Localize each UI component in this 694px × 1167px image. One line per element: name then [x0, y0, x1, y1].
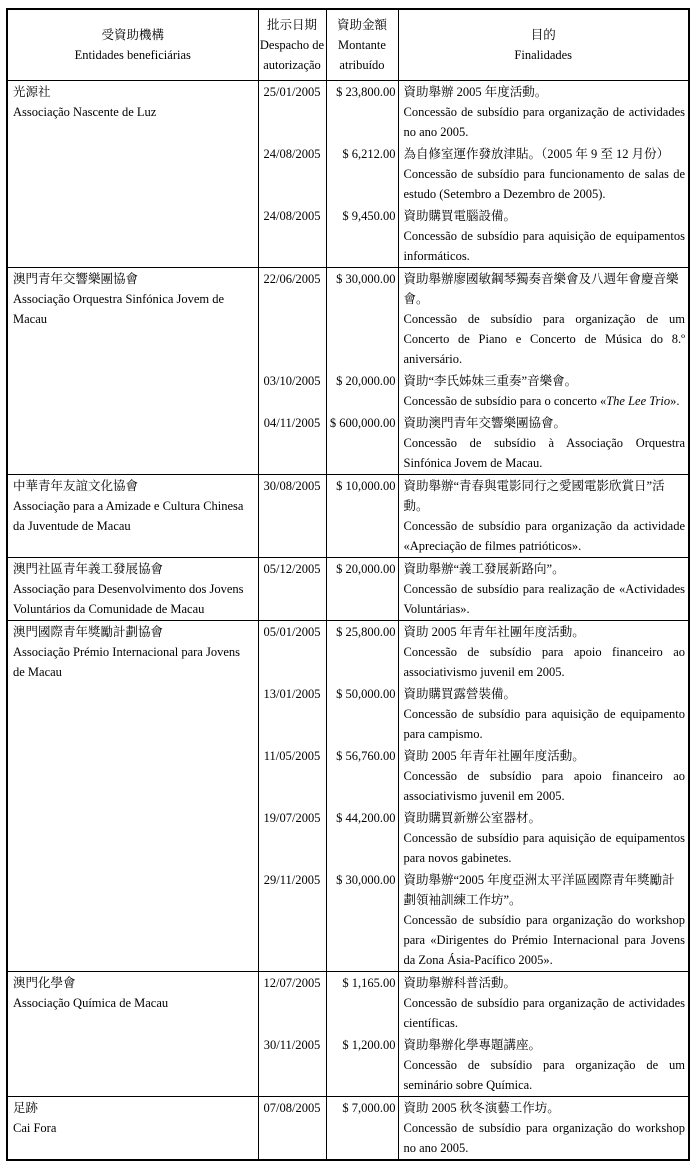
grant-row: [7, 558, 689, 621]
text-segment: Concessão de subsídio para o concerto «: [403, 394, 607, 408]
text-segment: Concessão de subsídio para organização de actividades no ano 2005.: [403, 105, 685, 139]
header-entities-pt: Entidades beneficiárias: [74, 48, 191, 62]
purpose-line-zh: [404, 746, 686, 766]
authorization-date: 22/06/2005: [258, 268, 326, 371]
purpose-line-zh: [404, 808, 686, 828]
purpose-line-zh: [404, 622, 686, 642]
purpose-line-zh: [404, 269, 686, 309]
purpose-line-pt: [404, 516, 686, 556]
purpose-cell: [398, 683, 689, 745]
amount-attributed: $ 20,000.00: [326, 370, 398, 412]
authorization-date: 05/01/2005: [258, 621, 326, 684]
entity-name-pt: Associação para Desenvolvimento dos Jovens Voluntários da Comunidade de Macau: [13, 582, 244, 616]
purpose-line-pt: [404, 1055, 686, 1095]
authorization-date: 25/01/2005: [258, 81, 326, 144]
amount-attributed: $ 20,000.00: [326, 558, 398, 621]
authorization-date: 24/08/2005: [258, 143, 326, 205]
table-header: [7, 9, 689, 81]
purpose-line-pt: [404, 226, 686, 266]
purpose-cell: [398, 475, 689, 558]
authorization-date: 30/08/2005: [258, 475, 326, 558]
grant-row: [7, 268, 689, 371]
purpose-cell: [398, 370, 689, 412]
text-segment: Concessão de subsídio para funcionamento de salas de estudo (Setembro a Dezembro de 2005).: [403, 167, 685, 201]
entity-cell: [7, 1097, 258, 1161]
text-segment: Concessão de subsídio à Associação Orquestra Sinfónica Jovem de Macau.: [403, 436, 685, 470]
purpose-line-pt: [404, 704, 686, 744]
header-purpose-pt: Finalidades: [514, 48, 573, 62]
text-segment: 資助舉辦 2005 年度活動。: [403, 85, 548, 99]
amount-attributed: $ 25,800.00: [326, 621, 398, 684]
entity-cell: [7, 268, 258, 475]
entity-name-pt: Associação para a Amizade e Cultura Chinesa da Juventude de Macau: [13, 499, 244, 533]
purpose-line-pt: [404, 433, 686, 473]
purpose-cell: [398, 412, 689, 475]
purpose-cell: [398, 621, 689, 684]
entity-name-zh: 澳門國際青年獎勵計劃協會: [13, 625, 164, 639]
amount-attributed: $ 50,000.00: [326, 683, 398, 745]
purpose-line-zh: [404, 973, 686, 993]
authorization-date: 24/08/2005: [258, 205, 326, 268]
purpose-cell: [398, 558, 689, 621]
entity-cell: [7, 972, 258, 1097]
amount-attributed: $ 600,000.00: [326, 412, 398, 475]
purpose-cell: [398, 869, 689, 972]
text-segment: Concessão de subsídio para organização da actividade «Apreciação de filmes patrióticos».: [403, 519, 685, 553]
text-segment: 資助 2005 年青年社團年度活動。: [403, 749, 585, 763]
authorization-date: 05/12/2005: [258, 558, 326, 621]
purpose-cell: [398, 205, 689, 268]
amount-attributed: $ 10,000.00: [326, 475, 398, 558]
purpose-line-pt: [404, 766, 686, 806]
header-amount-pt-1: Montante: [338, 38, 386, 52]
entity-cell: [7, 621, 258, 972]
purpose-line-zh: [404, 870, 686, 910]
text-segment: 資助購買露營裝備。: [403, 687, 517, 701]
purpose-line-pt: [404, 642, 686, 682]
purpose-line-pt: [404, 828, 686, 868]
purpose-cell: [398, 1034, 689, 1097]
purpose-cell: [398, 143, 689, 205]
purpose-line-zh: [404, 684, 686, 704]
purpose-line-zh: [404, 144, 686, 164]
text-segment: Concessão de subsídio para organização de actividades científicas.: [403, 996, 685, 1030]
purpose-cell: [398, 268, 689, 371]
amount-attributed: $ 30,000.00: [326, 869, 398, 972]
entity-name-pt: Associação Nascente de Luz: [13, 105, 157, 119]
text-segment: 資助 2005 秋冬演藝工作坊。: [403, 1101, 560, 1115]
text-segment: ».: [670, 394, 680, 408]
purpose-cell: [398, 807, 689, 869]
text-segment: 資助舉辦“義工發展新路向”。: [403, 562, 565, 576]
subsidy-table: [6, 8, 690, 1161]
entity-name-zh: 澳門青年交響樂團協會: [13, 272, 139, 286]
purpose-line-zh: [404, 206, 686, 226]
header-date-zh: 批示日期: [266, 18, 317, 32]
header-row: [7, 9, 689, 81]
amount-attributed: $ 1,200.00: [326, 1034, 398, 1097]
text-segment: Concessão de subsídio para aquisição de equipamentos para novos gabinetes.: [403, 831, 685, 865]
italic-text: The Lee Trio: [606, 394, 671, 408]
entity-name-pt: Associação Química de Macau: [13, 996, 169, 1010]
text-segment: 資助購買新辦公室器材。: [403, 811, 542, 825]
entity-cell: [7, 558, 258, 621]
purpose-cell: [398, 81, 689, 144]
text-segment: 資助購買電腦設備。: [403, 209, 517, 223]
header-purpose-zh: 目的: [530, 28, 556, 42]
authorization-date: 07/08/2005: [258, 1097, 326, 1161]
entity-name-zh: 澳門化學會: [13, 976, 76, 990]
purpose-cell: [398, 745, 689, 807]
purpose-cell: [398, 1097, 689, 1161]
text-segment: 資助“李氏姊妹三重奏”音樂會。: [403, 374, 578, 388]
authorization-date: 04/11/2005: [258, 412, 326, 475]
entity-name-pt: Cai Fora: [13, 1121, 57, 1135]
text-segment: Concessão de subsídio para aquisição de equipamentos informáticos.: [403, 229, 685, 263]
authorization-date: 29/11/2005: [258, 869, 326, 972]
authorization-date: 11/05/2005: [258, 745, 326, 807]
text-segment: 資助舉辦“2005 年度亞洲太平洋區國際青年獎勵計劃領袖訓練工作坊”。: [403, 873, 675, 907]
purpose-line-pt: [404, 579, 686, 619]
text-segment: Concessão de subsídio para organização do workshop no ano 2005.: [403, 1121, 685, 1155]
purpose-line-zh: [404, 413, 686, 433]
grant-row: [7, 1097, 689, 1161]
purpose-line-zh: [404, 559, 686, 579]
entity-name-zh: 中華青年友誼文化協會: [13, 479, 139, 493]
entity-name-zh: 光源社: [13, 85, 51, 99]
purpose-line-pt: [404, 910, 686, 970]
header-amount-zh: 資助金額: [336, 18, 387, 32]
text-segment: Concessão de subsídio para apoio financeiro ao associativismo juvenil em 2005.: [403, 769, 685, 803]
text-segment: Concessão de subsídio para realização de «Actividades Voluntárias».: [403, 582, 685, 616]
authorization-date: 13/01/2005: [258, 683, 326, 745]
grant-row: [7, 475, 689, 558]
entity-name-zh: 澳門社區青年義工發展協會: [13, 562, 164, 576]
entity-name-zh: 足跡: [13, 1101, 39, 1115]
purpose-line-pt: [404, 993, 686, 1033]
table-body: [7, 81, 689, 1161]
header-col-date: [258, 9, 326, 81]
text-segment: 資助澳門青年交響樂團協會。: [403, 416, 567, 430]
header-amount-pt-2: atribuído: [339, 58, 385, 72]
purpose-line-pt: [404, 309, 686, 369]
text-segment: 資助舉辦“青春與電影同行之愛國電影欣賞日”活動。: [403, 479, 665, 513]
entity-cell: [7, 475, 258, 558]
amount-attributed: $ 9,450.00: [326, 205, 398, 268]
purpose-line-pt: [404, 102, 686, 142]
purpose-line-pt: [404, 1118, 686, 1158]
header-entities-zh: 受資助機構: [101, 28, 164, 42]
authorization-date: 30/11/2005: [258, 1034, 326, 1097]
text-segment: Concessão de subsídio para organização de um seminário sobre Química.: [403, 1058, 685, 1092]
text-segment: Concessão de subsídio para organização de um Concerto de Piano e Concerto de Música do 8.º aniversário.: [403, 312, 685, 366]
purpose-line-zh: [404, 82, 686, 102]
grant-row: [7, 621, 689, 684]
purpose-line-zh: [404, 476, 686, 516]
authorization-date: 12/07/2005: [258, 972, 326, 1035]
header-date-pt-2: autorização: [263, 58, 321, 72]
amount-attributed: $ 23,800.00: [326, 81, 398, 144]
entity-cell: [7, 81, 258, 268]
purpose-line-zh: [404, 371, 686, 391]
entity-name-pt: Associação Prémio Internacional para Jovens de Macau: [13, 645, 241, 679]
text-segment: Concessão de subsídio para organização do workshop para «Dirigentes do Prémio Internacional para Jovens da Zona Ásia-Pacífico 2005».: [403, 913, 685, 967]
header-col-purpose: [398, 9, 689, 81]
amount-attributed: $ 30,000.00: [326, 268, 398, 371]
purpose-line-zh: [404, 1035, 686, 1055]
grant-row: [7, 81, 689, 144]
text-segment: 資助舉辦廖國敏鋼琴獨奏音樂會及八週年會慶音樂會。: [403, 272, 679, 306]
purpose-line-pt: [404, 391, 686, 411]
text-segment: 資助 2005 年青年社團年度活動。: [403, 625, 585, 639]
amount-attributed: $ 6,212.00: [326, 143, 398, 205]
purpose-line-pt: [404, 164, 686, 204]
header-col-amount: [326, 9, 398, 81]
text-segment: Concessão de subsídio para aquisição de equipamento para campismo.: [403, 707, 685, 741]
header-date-pt-1: Despacho de: [259, 38, 325, 52]
amount-attributed: $ 1,165.00: [326, 972, 398, 1035]
authorization-date: 03/10/2005: [258, 370, 326, 412]
header-col-entities: [7, 9, 258, 81]
amount-attributed: $ 7,000.00: [326, 1097, 398, 1161]
text-segment: 資助舉辦化學專題講座。: [403, 1038, 542, 1052]
text-segment: 資助舉辦科普活動。: [403, 976, 517, 990]
amount-attributed: $ 44,200.00: [326, 807, 398, 869]
authorization-date: 19/07/2005: [258, 807, 326, 869]
purpose-line-zh: [404, 1098, 686, 1118]
amount-attributed: $ 56,760.00: [326, 745, 398, 807]
entity-name-pt: Associação Orquestra Sinfónica Jovem de Macau: [13, 292, 225, 326]
text-segment: 為自修室運作發放津貼。（2005 年 9 至 12 月份）: [403, 147, 670, 161]
text-segment: Concessão de subsídio para apoio financeiro ao associativismo juvenil em 2005.: [403, 645, 685, 679]
